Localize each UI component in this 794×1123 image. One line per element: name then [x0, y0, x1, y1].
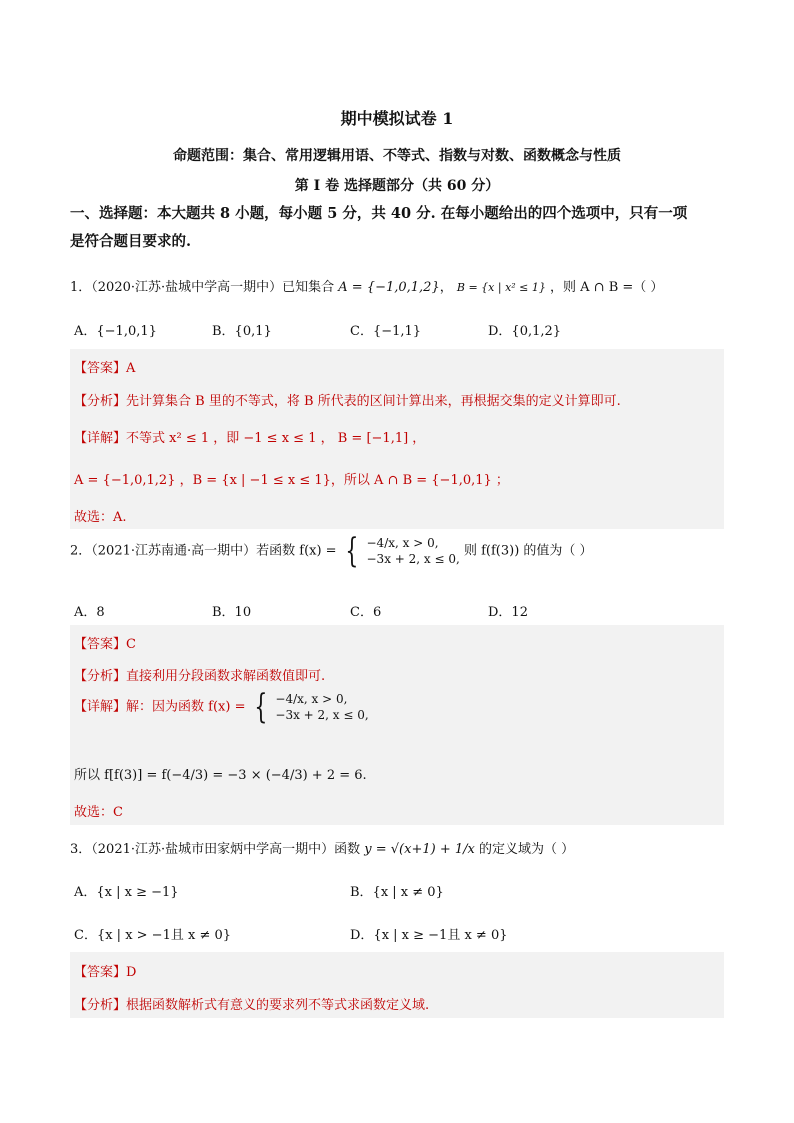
q3-option-b: B．{x | x ≠ 0}: [350, 885, 444, 900]
q2-option-a: A．8: [74, 605, 105, 620]
q1-answer: [74, 357, 135, 376]
question-3: [70, 838, 574, 857]
q1-option-a: A．{−1,0,1}: [74, 324, 157, 339]
question-2-source: 2．（2021·江苏南通·高一期中）若函数 f(x) =: [70, 543, 337, 559]
page-title: 期中模拟试卷 1: [340, 109, 454, 128]
question-1-set-a: A = {−1,0,1,2}: [338, 280, 440, 295]
answer-label: 【答案】: [74, 637, 127, 652]
analysis-label: 【分析】: [74, 394, 127, 409]
q2-detail-piecewise: [275, 691, 368, 723]
q2-solution-box: [70, 625, 724, 825]
left-brace-icon: {: [253, 687, 267, 727]
q2-conclusion: 故选：C: [74, 805, 123, 820]
q1-detail-1a: 不等式 x² ≤ 1 ，即 −1 ≤ x ≤ 1 ，: [126, 431, 334, 446]
question-1-ask: ，则 A ∩ B =（ ）: [550, 280, 664, 295]
q3-option-c: C．{x | x > −1且 x ≠ 0}: [74, 928, 232, 943]
q3-answer-value: D: [126, 965, 137, 980]
q3-option-a: A．{x | x ≥ −1}: [74, 885, 179, 900]
q1-option-d: D．{0,1,2}: [488, 324, 562, 339]
part-heading: 第 I 卷 选择题部分（共 60 分）: [294, 178, 500, 194]
question-2-ask: 则 f(f(3)) 的值为（ ）: [463, 543, 593, 559]
question-2-case-1: −4/x, x > 0,: [366, 536, 439, 550]
q2-detail-case-2: −3x + 2, x ≤ 0,: [275, 708, 369, 722]
answer-label: 【答案】: [74, 361, 127, 376]
q1-detail-line2: A = {−1,0,1,2} ，B = {x | −1 ≤ x ≤ 1}，所以 A ∩ B = {−1,0,1} ；: [74, 473, 509, 488]
q1-detail-line1: [74, 427, 425, 446]
q3-analysis-text: 根据函数解析式有意义的要求列不等式求函数定义域.: [126, 998, 430, 1013]
question-2: [70, 531, 593, 571]
section-intro: [70, 200, 726, 256]
q3-answer: [74, 961, 136, 980]
q1-answer-value: A: [126, 361, 136, 376]
detail-label: 【详解】: [74, 699, 127, 715]
q3-option-d: D．{x | x ≥ −1且 x ≠ 0}: [350, 928, 508, 943]
question-1-source: 1．（2020·江苏·盐城中学高一期中）已知集合: [70, 280, 335, 295]
q1-analysis-text: 先计算集合 B 里的不等式，将 B 所代表的区间计算出来，再根据交集的定义计算即可.: [126, 394, 621, 409]
q2-option-d: D．12: [488, 605, 528, 620]
question-3-ask: 的定义域为（ ）: [478, 842, 575, 857]
q1-detail-1b: B = [−1,1] ，: [337, 431, 426, 446]
q2-analysis-text: 直接利用分段函数求解函数值即可.: [126, 669, 326, 684]
analysis-label: 【分析】: [74, 998, 127, 1013]
analysis-label: 【分析】: [74, 669, 127, 684]
q2-detail-case-1: −4/x, x > 0,: [275, 692, 348, 706]
question-3-source: 3．（2021·江苏·盐城市田家炳中学高一期中）函数: [70, 842, 361, 857]
q2-detail-line1: [74, 687, 369, 727]
question-2-piecewise: [367, 535, 460, 567]
section-intro-line1: 一、选择题：本大题共 8 小题，每小题 5 分，共 40 分. 在每小题给出的四个选项中，只有一项: [70, 205, 688, 222]
exam-scope: 命题范围：集合、常用逻辑用语、不等式、指数与对数、函数概念与性质: [173, 148, 621, 164]
q1-analysis: [74, 390, 621, 409]
question-1-set-b: B = {x | x² ≤ 1}: [456, 281, 546, 294]
left-brace-icon: {: [345, 531, 359, 571]
q2-option-c: C．6: [350, 605, 382, 620]
question-1: 1．（2020·江苏·盐城中学高一期中）已知集合 A = {−1,0,1,2}， B = {x | x² ≤ 1} ，则 A ∩ B =（ ）: [70, 280, 664, 295]
q2-answer: [74, 633, 136, 652]
q2-answer-value: C: [126, 637, 136, 652]
answer-label: 【答案】: [74, 965, 127, 980]
section-intro-line2: 是符合题目要求的.: [70, 233, 192, 250]
question-2-case-2: −3x + 2, x ≤ 0,: [366, 552, 460, 566]
q2-analysis: [74, 665, 325, 684]
q2-detail-calc: 所以 f[f(3)] = f(−4/3) = −3 × (−4/3) + 2 = 6.: [74, 768, 367, 783]
q1-conclusion: 故选：A.: [74, 510, 127, 525]
question-3-function: y = √(x+1) + 1/x: [364, 842, 475, 857]
q1-option-c: C．{−1,1}: [350, 324, 422, 339]
detail-label: 【详解】: [74, 431, 127, 446]
q2-option-b: B．10: [212, 605, 252, 620]
q3-analysis: [74, 994, 429, 1013]
q2-detail-intro: 解：因为函数 f(x) =: [126, 699, 246, 715]
q1-option-b: B．{0,1}: [212, 324, 272, 339]
